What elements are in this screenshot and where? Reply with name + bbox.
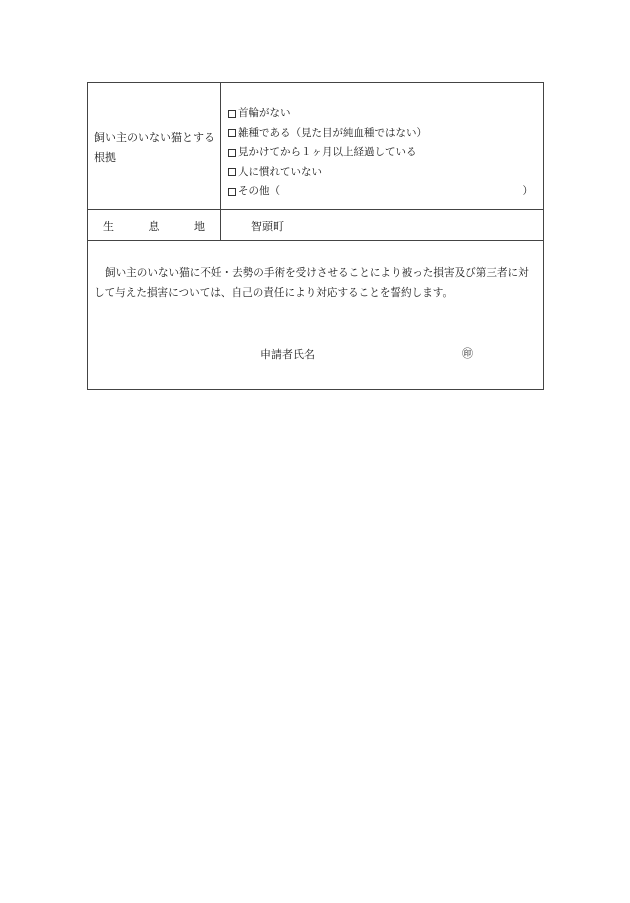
cat-application-form-table: [87, 82, 544, 390]
checkbox-not-used-to-people[interactable]: [228, 168, 236, 176]
option-mixed-breed[interactable]: [228, 124, 533, 144]
option-seen-over-month[interactable]: [228, 143, 533, 163]
habitat-label-char-1: 生: [103, 220, 114, 233]
basis-row: [88, 83, 543, 210]
option-no-collar[interactable]: [228, 104, 533, 124]
option-other[interactable]: [228, 182, 533, 202]
option-seen-over-month-label: 見かけてから１ヶ月以上経過している: [238, 146, 417, 158]
habitat-label-cell: [88, 210, 221, 240]
basis-options-cell: [221, 83, 543, 209]
checkbox-other[interactable]: [228, 188, 236, 196]
pledge-text: 飼い主のいない猫に不妊・去勢の手術を受けさせることにより被った損害及び第三者に対して与えた損害については、自己の責任により対応することを誓約します。: [94, 267, 529, 299]
habitat-label-char-2: 息: [148, 220, 160, 233]
basis-checklist: [228, 104, 533, 202]
option-no-collar-label: 首輪がない: [238, 107, 291, 119]
option-not-used-to-people-label: 人に慣れていない: [238, 165, 322, 178]
option-mixed-breed-label: 雑種である（見た目が純血種ではない）: [238, 126, 427, 139]
option-other-close-paren: ）: [522, 185, 533, 197]
habitat-row: [88, 210, 543, 241]
option-not-used-to-people[interactable]: [228, 163, 533, 183]
habitat-label: [103, 218, 205, 234]
option-other-label: その他（: [238, 185, 280, 197]
pledge-row: [88, 241, 543, 389]
applicant-name-label: 申請者氏名: [260, 348, 315, 361]
basis-label-cell: [88, 83, 221, 209]
checkbox-mixed-breed[interactable]: [228, 129, 236, 137]
habitat-value: 智頭町: [251, 220, 284, 233]
option-other-line: [238, 182, 533, 202]
basis-label: 飼い主のいない猫とする根拠: [94, 131, 215, 164]
seal-mark: ㊞: [462, 347, 473, 360]
checkbox-no-collar[interactable]: [228, 110, 236, 118]
habitat-label-char-3: 地: [194, 220, 205, 233]
habitat-value-cell[interactable]: [221, 210, 543, 240]
checkbox-seen-over-month[interactable]: [228, 149, 236, 157]
